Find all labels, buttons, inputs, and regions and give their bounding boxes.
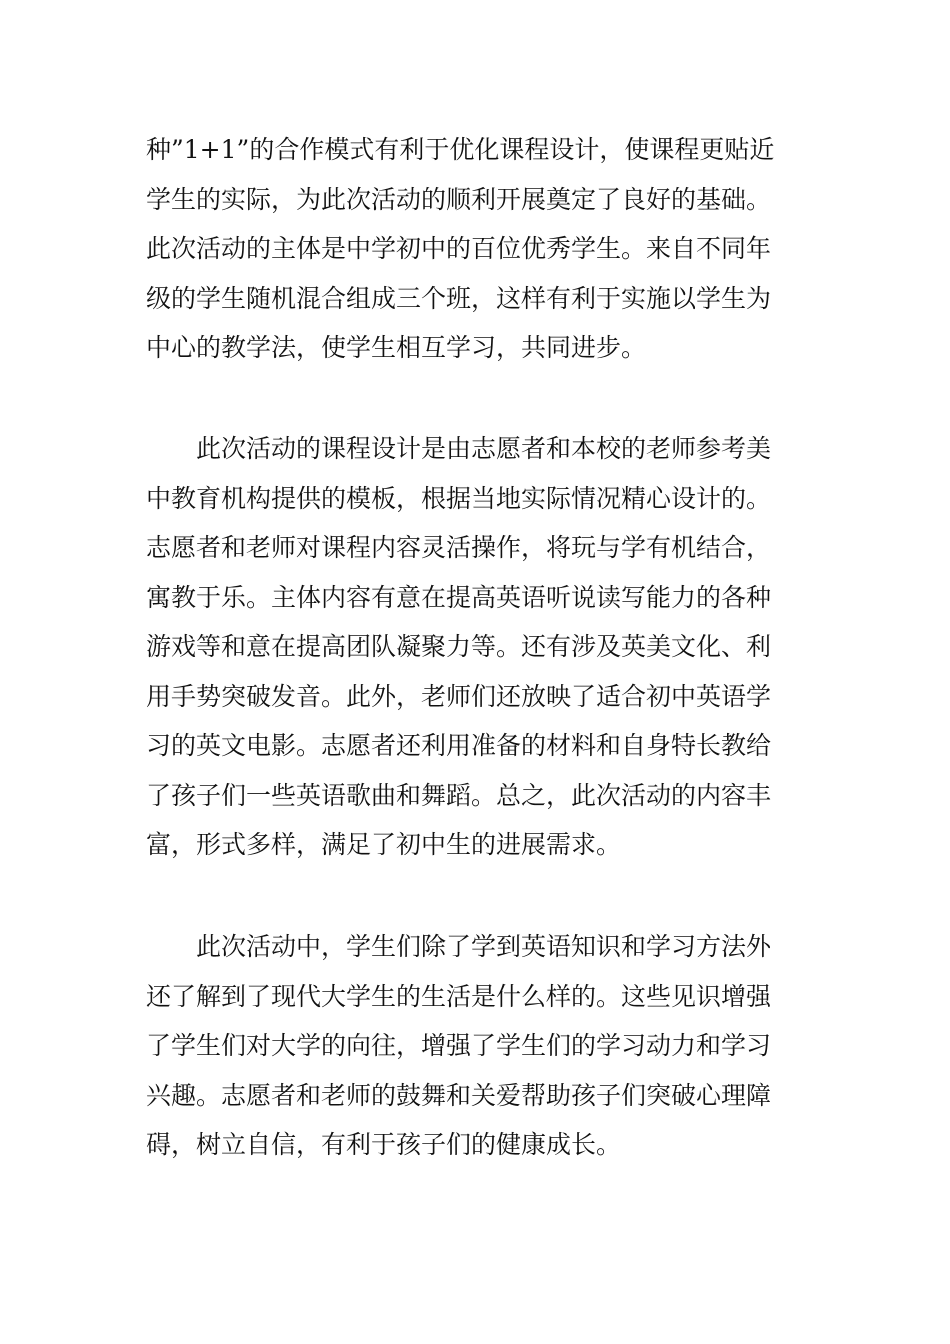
text-line: 种”1+1”的合作模式有利于优化课程设计，使课程更贴近 <box>146 135 775 164</box>
text-line: 志愿者和老师对课程内容灵活操作，将玩与学有机结合， <box>146 533 772 562</box>
text-line: 了学生们对大学的向往，增强了学生们的学习动力和学习 <box>146 1031 772 1060</box>
text-line: 用手势突破发音。此外，老师们还放映了适合初中英语学 <box>146 681 772 711</box>
text-line: 中教育机构提供的模板，根据当地实际情况精心设计的。 <box>146 483 772 513</box>
text-line: 此次活动的课程设计是由志愿者和本校的老师参考美 <box>196 434 772 463</box>
text-line: 富，形式多样，满足了初中生的进展需求。 <box>146 830 622 859</box>
text-line: 此次活动中，学生们除了学到英语知识和学习方法外 <box>196 932 772 961</box>
text-line: 碍，树立自信，有利于孩子们的健康成长。 <box>146 1130 622 1159</box>
text-line: 此次活动的主体是中学初中的百位优秀学生。来自不同年 <box>146 234 772 263</box>
paragraph-continuation <box>146 125 810 373</box>
text-line: 寓教于乐。主体内容有意在提高英语听说读写能力的各种 <box>146 582 772 612</box>
text-line: 游戏等和意在提高团队凝聚力等。还有涉及英美文化、利 <box>146 632 772 661</box>
text-line: 中心的教学法，使学生相互学习，共同进步。 <box>146 333 647 362</box>
text-line: 级的学生随机混合组成三个班，这样有利于实施以学生为 <box>146 283 772 313</box>
text-line: 学生的实际，为此次活动的顺利开展奠定了良好的基础。 <box>146 184 772 214</box>
text-line: 了孩子们一些英语歌曲和舞蹈。总之，此次活动的内容丰 <box>146 780 772 810</box>
paragraph-course-design <box>146 424 810 870</box>
paragraph-outcomes <box>146 922 810 1170</box>
text-line: 习的英文电影。志愿者还利用准备的材料和自身特长教给 <box>146 731 772 760</box>
text-line: 兴趣。志愿者和老师的鼓舞和关爱帮助孩子们突破心理障 <box>146 1080 772 1110</box>
text-line: 还了解到了现代大学生的生活是什么样的。这些见识增强 <box>146 981 772 1011</box>
